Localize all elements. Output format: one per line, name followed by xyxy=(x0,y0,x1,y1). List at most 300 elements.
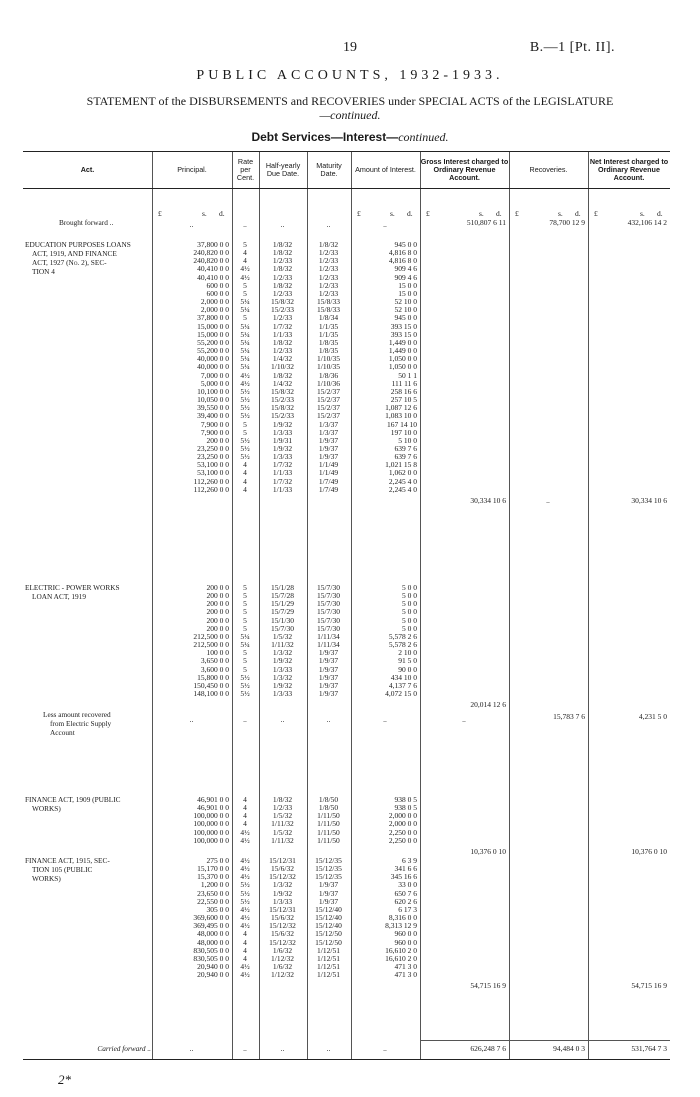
table-row-amount: 345 16 6 xyxy=(390,872,417,882)
table-row-amount: 5 0 0 xyxy=(402,583,417,592)
table-row-half: 1/9/32 xyxy=(272,656,293,666)
table-row-principal: 37,800 0 0 xyxy=(197,313,229,323)
table-row-amount: 909 4 6 xyxy=(394,264,417,274)
table-row-rate: 5¼ xyxy=(240,329,250,339)
table-row-half: 1/3/33 xyxy=(272,427,293,437)
table-row-rate: 4½ xyxy=(240,827,250,837)
carried-forward-half: .. xyxy=(280,1044,285,1053)
act-name: ELECTRIC - POWER WORKS xyxy=(25,583,120,592)
table-row-half: 1/8/32 xyxy=(272,370,293,380)
table-row-half: 1/8/32 xyxy=(272,337,293,347)
table-row-maturity: 15/7/30 xyxy=(317,591,340,601)
currency-shillings: s. xyxy=(390,209,395,218)
table-row-rate: 5 xyxy=(243,607,247,617)
table-row-amount: 5,578 2 6 xyxy=(388,640,417,650)
table-row-principal: 15,000 0 0 xyxy=(197,321,229,331)
table-row-amount: 909 4 6 xyxy=(394,272,417,282)
table-row-rate: 5¼ xyxy=(240,354,250,364)
section-net-total: 10,376 0 10 xyxy=(631,846,667,856)
table-row-half: 1/9/32 xyxy=(272,888,293,898)
table-row-maturity: 1/1/35 xyxy=(318,321,339,331)
table-row-maturity: 1/2/33 xyxy=(318,248,339,258)
table-row-half: 15/2/33 xyxy=(271,305,294,315)
less-recovered-gross: .. xyxy=(462,715,466,725)
carried-forward-recoveries: 94,484 0 3 xyxy=(553,1044,585,1053)
table-row-principal: 5,000 0 0 xyxy=(200,378,229,388)
table-row-principal: 15,800 0 0 xyxy=(197,672,229,682)
less-recovered-principal: .. xyxy=(189,715,194,725)
table-row-rate: 4 xyxy=(243,937,247,947)
table-row-half: 1/8/32 xyxy=(272,248,293,258)
table-row-maturity: 1/1/49 xyxy=(318,460,339,470)
disbursements-table xyxy=(23,151,670,1060)
table-row-principal: 100 0 0 xyxy=(206,648,229,658)
table-row-rate: 4½ xyxy=(240,272,250,282)
currency-pound: £ xyxy=(357,209,361,218)
table-row-rate: 5 xyxy=(243,615,247,625)
table-row-amount: 52 10 0 xyxy=(394,297,417,307)
table-row-rate: 5½ xyxy=(240,689,250,699)
table-row-amount: 1,050 0 0 xyxy=(388,354,417,364)
carried-forward-rate: .. xyxy=(243,1044,247,1053)
table-row-half: 1/3/32 xyxy=(272,648,293,658)
table-row-rate: 4½ xyxy=(240,835,250,845)
table-row-principal: 148,100 0 0 xyxy=(193,689,229,699)
table-row-half: 1/9/31 xyxy=(272,435,293,445)
table-row-maturity: 1/9/37 xyxy=(318,880,339,890)
table-row-principal: 55,200 0 0 xyxy=(197,346,229,356)
table-row-maturity: 15/12/40 xyxy=(315,904,342,914)
table-row-amount: 167 14 10 xyxy=(387,419,417,429)
table-row-maturity: 15/2/37 xyxy=(317,411,340,421)
table-row-maturity: 1/9/37 xyxy=(318,435,339,445)
section-gross-total: 30,334 10 6 xyxy=(470,495,506,505)
table-row-half: 1/7/32 xyxy=(272,460,293,470)
less-recovered-half: .. xyxy=(280,715,285,725)
table-row-principal: 200 0 0 xyxy=(206,583,229,592)
table-row-rate: 5 xyxy=(243,599,247,609)
table-row-principal: 2,000 0 0 xyxy=(200,305,229,315)
table-row-maturity: 15/12/35 xyxy=(315,872,342,882)
table-row-principal: 39,400 0 0 xyxy=(197,411,229,421)
column-divider xyxy=(420,152,421,1059)
table-row-rate: 5½ xyxy=(240,888,250,898)
table-row-maturity: 15/12/40 xyxy=(315,921,342,931)
section-gross-total: 10,376 0 10 xyxy=(470,846,506,856)
carried-forward-maturity: .. xyxy=(326,1044,331,1053)
table-row-maturity: 15/2/37 xyxy=(317,395,340,405)
table-row-principal: 23,650 0 0 xyxy=(197,888,229,898)
table-row-principal: 7,900 0 0 xyxy=(200,419,229,429)
table-row-rate: 4 xyxy=(243,811,247,821)
table-row-maturity: 1/1/49 xyxy=(318,468,339,478)
table-row-amount: 90 0 0 xyxy=(398,664,417,674)
table-row-half: 1/3/32 xyxy=(272,880,293,890)
table-row-amount: 33 0 0 xyxy=(398,880,417,890)
table-row-rate: 5½ xyxy=(240,672,250,682)
table-row-half: 1/1/33 xyxy=(272,329,293,339)
table-row-half: 1/11/32 xyxy=(271,819,294,829)
page-footer: 2* xyxy=(58,1072,71,1087)
table-row-rate: 4½ xyxy=(240,856,250,865)
table-row-rate: 5½ xyxy=(240,896,250,906)
table-row-amount: 1,050 0 0 xyxy=(388,362,417,372)
col-header-maturity: Maturity Date. xyxy=(316,161,342,178)
table-row-half: 1/11/32 xyxy=(271,640,294,650)
col-header-net: Net Interest charged to Ordinary Revenue Account. xyxy=(589,157,669,182)
table-row-maturity: 1/1/35 xyxy=(318,329,339,339)
table-row-rate: 5¼ xyxy=(240,337,250,347)
table-row-half: 1/2/33 xyxy=(272,313,293,323)
table-row-amount: 15 0 0 xyxy=(398,280,417,290)
table-row-half: 15/1/29 xyxy=(271,599,294,609)
table-row-maturity: 1/9/37 xyxy=(318,896,339,906)
table-row-maturity: 1/8/32 xyxy=(318,240,339,249)
less-recovered-rate: .. xyxy=(243,715,247,725)
table-row-principal: 15,370 0 0 xyxy=(197,872,229,882)
less-recovered-maturity: .. xyxy=(326,715,331,725)
act-name: WORKS) xyxy=(32,874,61,883)
table-row-principal: 48,000 0 0 xyxy=(197,929,229,939)
table-row-amount: 6 3 9 xyxy=(402,856,417,865)
column-divider xyxy=(232,152,233,1059)
table-row-maturity: 15/12/35 xyxy=(315,856,342,865)
table-row-maturity: 1/8/35 xyxy=(318,346,339,356)
table-row-maturity: 15/8/33 xyxy=(317,305,340,315)
table-row-principal: 2,000 0 0 xyxy=(200,297,229,307)
table-row-principal: 40,000 0 0 xyxy=(197,362,229,372)
carried-forward-rule xyxy=(420,1040,670,1041)
table-row-principal: 53,100 0 0 xyxy=(197,460,229,470)
table-row-rate: 4 xyxy=(243,795,247,804)
act-name: LOAN ACT, 1919 xyxy=(32,592,86,601)
table-row-principal: 112,260 0 0 xyxy=(193,484,229,494)
table-row-amount: 4,072 15 0 xyxy=(385,689,417,699)
section-heading xyxy=(0,130,700,145)
table-row-rate: 4½ xyxy=(240,921,250,931)
col-header-act: Act. xyxy=(80,165,95,174)
table-row-amount: 2 10 0 xyxy=(398,648,417,658)
section-continued: continued. xyxy=(398,130,449,144)
less-recovered-net: 4,231 5 0 xyxy=(638,712,667,722)
column-divider xyxy=(259,152,260,1059)
table-row-amount: 5 0 0 xyxy=(402,591,417,601)
table-row-half: 15/8/32 xyxy=(271,403,294,413)
table-row-half: 15/8/32 xyxy=(271,386,294,396)
carried-forward-label: Carried forward .. xyxy=(97,1044,151,1053)
table-row-amount: 5,578 2 6 xyxy=(388,631,417,641)
column-divider xyxy=(509,152,510,1059)
table-row-half: 1/8/32 xyxy=(272,240,293,249)
table-row-maturity: 1/12/51 xyxy=(317,953,340,963)
col-header-rate: Rate per Cent. xyxy=(236,157,255,182)
table-row-rate: 5¼ xyxy=(240,640,250,650)
table-row-principal: 369,495 0 0 xyxy=(193,921,229,931)
table-row-maturity: 1/11/34 xyxy=(317,640,340,650)
table-row-half: 15/8/32 xyxy=(271,297,294,307)
brought-forward-half: .. xyxy=(280,220,285,229)
table-row-maturity: 1/2/33 xyxy=(318,256,339,266)
table-row-rate: 4 xyxy=(243,460,247,470)
table-row-amount: 620 2 6 xyxy=(394,896,417,906)
table-row-principal: 20,940 0 0 xyxy=(197,962,229,972)
table-row-maturity: 15/8/33 xyxy=(317,297,340,307)
table-row-half: 1/1/33 xyxy=(272,484,293,494)
table-row-amount: 471 3 0 xyxy=(394,962,417,972)
table-row-maturity: 1/11/50 xyxy=(317,835,340,845)
table-row-rate: 4½ xyxy=(240,378,250,388)
table-row-maturity: 1/12/51 xyxy=(317,945,340,955)
table-row-principal: 112,260 0 0 xyxy=(193,476,229,486)
table-row-amount: 1,083 10 0 xyxy=(385,411,417,421)
table-row-principal: 23,250 0 0 xyxy=(197,452,229,462)
table-row-maturity: 1/10/35 xyxy=(317,362,340,372)
table-row-maturity: 15/2/37 xyxy=(317,403,340,413)
less-recovered-recoveries: 15,783 7 6 xyxy=(553,712,585,722)
table-row-rate: 5 xyxy=(243,648,247,658)
table-row-amount: 52 10 0 xyxy=(394,305,417,315)
table-row-maturity: 1/12/51 xyxy=(317,962,340,972)
table-row-maturity: 15/12/40 xyxy=(315,913,342,923)
table-row-rate: 4 xyxy=(243,476,247,486)
table-row-half: 1/6/32 xyxy=(272,945,293,955)
table-row-principal: 600 0 0 xyxy=(206,288,229,298)
table-row-half: 1/4/32 xyxy=(272,378,293,388)
table-row-maturity: 1/9/37 xyxy=(318,444,339,453)
table-row-amount: 2,245 4 0 xyxy=(388,484,417,494)
table-row-half: 1/12/32 xyxy=(271,970,294,980)
table-row-amount: 1,449 0 0 xyxy=(388,346,417,356)
table-row-half: 15/12/32 xyxy=(269,921,296,931)
table-row-half: 15/7/28 xyxy=(271,591,294,601)
table-row-amount: 2,000 0 0 xyxy=(388,811,417,821)
table-row-rate: 5 xyxy=(243,427,247,437)
brought-forward-net: 432,106 14 2 xyxy=(627,218,667,227)
table-row-rate: 5¼ xyxy=(240,346,250,356)
table-row-rate: 5 xyxy=(243,288,247,298)
table-row-rate: 4½ xyxy=(240,962,250,972)
table-row-rate: 5 xyxy=(243,583,247,592)
table-row-amount: 393 15 0 xyxy=(390,329,417,339)
table-row-half: 1/8/32 xyxy=(272,264,293,274)
table-row-maturity: 1/2/33 xyxy=(318,288,339,298)
table-row-rate: 5 xyxy=(243,419,247,429)
table-row-half: 1/3/33 xyxy=(272,452,293,462)
table-row-principal: 240,820 0 0 xyxy=(193,248,229,258)
table-row-maturity: 15/7/30 xyxy=(317,607,340,617)
table-row-principal: 7,000 0 0 xyxy=(200,370,229,380)
table-row-amount: 960 0 0 xyxy=(394,937,417,947)
column-divider xyxy=(307,152,308,1059)
table-row-half: 1/2/33 xyxy=(272,256,293,266)
table-row-rate: 5½ xyxy=(240,452,250,462)
table-row-principal: 53,100 0 0 xyxy=(197,468,229,478)
table-row-maturity: 15/2/37 xyxy=(317,386,340,396)
table-row-half: 15/12/32 xyxy=(269,937,296,947)
table-row-amount: 16,610 2 0 xyxy=(385,953,417,963)
table-row-principal: 200 0 0 xyxy=(206,607,229,617)
table-row-half: 1/10/32 xyxy=(271,362,294,372)
section-title: Debt Services—Interest— xyxy=(251,130,399,144)
table-row-amount: 471 3 0 xyxy=(394,970,417,980)
brought-forward-gross: 510,807 6 11 xyxy=(466,218,506,227)
table-row-amount: 945 0 0 xyxy=(394,240,417,249)
table-row-principal: 3,600 0 0 xyxy=(200,664,229,674)
currency-shillings: s. xyxy=(558,209,563,218)
currency-pound: £ xyxy=(158,209,162,218)
brought-forward-rate: .. xyxy=(243,220,247,229)
table-row-amount: 1,449 0 0 xyxy=(388,337,417,347)
table-row-maturity: 1/9/37 xyxy=(318,656,339,666)
table-row-principal: 48,000 0 0 xyxy=(197,937,229,947)
table-row-half: 1/3/33 xyxy=(272,664,293,674)
col-header-recoveries: Recoveries. xyxy=(529,165,568,174)
table-row-principal: 7,900 0 0 xyxy=(200,427,229,437)
table-row-amount: 2,250 0 0 xyxy=(388,827,417,837)
section-net-total: 30,334 10 6 xyxy=(631,495,667,505)
table-row-rate: 5¼ xyxy=(240,305,250,315)
table-row-amount: 1,087 12 6 xyxy=(385,403,417,413)
table-row-rate: 5¼ xyxy=(240,362,250,372)
act-name: TION 105 (PUBLIC xyxy=(32,865,93,874)
table-row-amount: 960 0 0 xyxy=(394,929,417,939)
table-row-amount: 5 0 0 xyxy=(402,607,417,617)
currency-pence: d. xyxy=(219,209,225,218)
table-row-maturity: 1/8/50 xyxy=(318,795,339,804)
table-row-half: 1/7/32 xyxy=(272,321,293,331)
table-row-half: 1/5/32 xyxy=(272,827,293,837)
table-row-rate: 4½ xyxy=(240,970,250,980)
table-row-maturity: 1/7/49 xyxy=(318,484,339,494)
table-row-maturity: 15/7/30 xyxy=(317,623,340,633)
table-row-maturity: 1/9/37 xyxy=(318,680,339,690)
table-row-half: 1/12/32 xyxy=(271,953,294,963)
table-row-amount: 639 7 6 xyxy=(394,444,417,453)
table-row-rate: 4½ xyxy=(240,904,250,914)
table-row-half: 15/12/31 xyxy=(269,856,296,865)
statement-continued: —continued. xyxy=(319,108,381,122)
table-row-rate: 5 xyxy=(243,656,247,666)
table-row-amount: 938 0 5 xyxy=(394,795,417,804)
table-row-principal: 20,940 0 0 xyxy=(197,970,229,980)
table-row-amount: 5 0 0 xyxy=(402,599,417,609)
table-row-principal: 100,000 0 0 xyxy=(193,819,229,829)
currency-pence: d. xyxy=(407,209,413,218)
table-row-amount: 1,021 15 8 xyxy=(385,460,417,470)
table-row-half: 1/9/32 xyxy=(272,444,293,453)
table-row-rate: 5 xyxy=(243,591,247,601)
table-row-maturity: 1/9/37 xyxy=(318,672,339,682)
statement-heading xyxy=(25,94,675,122)
table-row-rate: 4 xyxy=(243,953,247,963)
table-row-half: 1/9/32 xyxy=(272,680,293,690)
table-row-half: 1/7/32 xyxy=(272,476,293,486)
table-row-principal: 100,000 0 0 xyxy=(193,835,229,845)
table-row-amount: 15 0 0 xyxy=(398,288,417,298)
table-row-maturity: 1/10/36 xyxy=(317,378,340,388)
table-row-amount: 639 7 6 xyxy=(394,452,417,462)
table-row-rate: 5½ xyxy=(240,680,250,690)
table-row-rate: 5½ xyxy=(240,444,250,453)
act-name: ACT, 1927 (No. 2), SEC- xyxy=(32,258,107,267)
table-row-rate: 4½ xyxy=(240,264,250,274)
header-rule xyxy=(23,188,670,189)
table-row-half: 1/1/33 xyxy=(272,468,293,478)
table-row-half: 15/7/30 xyxy=(271,623,294,633)
table-row-amount: 50 1 1 xyxy=(398,370,417,380)
table-row-rate: 5 xyxy=(243,623,247,633)
table-row-principal: 39,550 0 0 xyxy=(197,403,229,413)
table-row-half: 1/2/33 xyxy=(272,803,293,813)
table-row-principal: 3,650 0 0 xyxy=(200,656,229,666)
table-row-rate: 4½ xyxy=(240,872,250,882)
table-row-maturity: 1/9/37 xyxy=(318,664,339,674)
table-row-principal: 200 0 0 xyxy=(206,591,229,601)
currency-pound: £ xyxy=(515,209,519,218)
table-row-maturity: 1/10/35 xyxy=(317,354,340,364)
table-row-half: 1/3/33 xyxy=(272,689,293,699)
table-row-principal: 212,500 0 0 xyxy=(193,631,229,641)
table-row-amount: 6 17 3 xyxy=(398,904,417,914)
table-row-principal: 15,170 0 0 xyxy=(197,864,229,874)
table-row-half: 15/12/32 xyxy=(269,872,296,882)
currency-pence: d. xyxy=(575,209,581,218)
table-row-amount: 434 10 0 xyxy=(390,672,417,682)
table-row-rate: 5½ xyxy=(240,880,250,890)
act-name: FINANCE ACT, 1909 (PUBLIC xyxy=(25,795,121,804)
table-row-maturity: 1/9/37 xyxy=(318,648,339,658)
carried-forward-principal: .. xyxy=(189,1044,194,1053)
table-row-amount: 5 10 0 xyxy=(398,435,417,445)
carried-forward-amount: .. xyxy=(383,1044,387,1053)
table-row-amount: 8,313 12 9 xyxy=(385,921,417,931)
table-row-rate: 5½ xyxy=(240,403,250,413)
section-gross-total: 20,014 12 6 xyxy=(470,700,506,710)
table-row-rate: 4½ xyxy=(240,864,250,874)
table-row-half: 15/1/30 xyxy=(271,615,294,625)
table-row-half: 15/7/29 xyxy=(271,607,294,617)
table-row-maturity: 15/12/50 xyxy=(315,937,342,947)
table-row-amount: 197 10 0 xyxy=(390,427,417,437)
page-title: PUBLIC ACCOUNTS, 1932-1933. xyxy=(196,68,504,83)
table-row-amount: 111 11 6 xyxy=(391,378,417,388)
table-row-principal: 10,100 0 0 xyxy=(197,386,229,396)
table-row-amount: 16,610 2 0 xyxy=(385,945,417,955)
table-row-amount: 4,137 7 6 xyxy=(388,680,417,690)
table-row-maturity: 15/12/50 xyxy=(315,929,342,939)
brought-forward-principal: .. xyxy=(189,220,194,229)
table-row-amount: 5 0 0 xyxy=(402,623,417,633)
table-row-principal: 40,410 0 0 xyxy=(197,272,229,282)
table-row-rate: 5 xyxy=(243,664,247,674)
table-row-half: 15/6/32 xyxy=(271,913,294,923)
table-row-maturity: 1/9/37 xyxy=(318,452,339,462)
table-row-half: 1/8/32 xyxy=(272,280,293,290)
table-row-maturity: 1/2/33 xyxy=(318,272,339,282)
section-gross-total: 54,715 16 9 xyxy=(470,981,506,991)
table-row-amount: 258 16 6 xyxy=(390,386,417,396)
section-net-total: 54,715 16 9 xyxy=(631,981,667,991)
table-row-rate: 5½ xyxy=(240,411,250,421)
table-row-principal: 37,800 0 0 xyxy=(197,240,229,249)
table-row-half: 1/9/32 xyxy=(272,419,293,429)
brought-forward-amount: .. xyxy=(383,220,387,229)
table-row-principal: 1,200 0 0 xyxy=(200,880,229,890)
table-row-amount: 393 15 0 xyxy=(390,321,417,331)
table-row-amount: 91 5 0 xyxy=(398,656,417,666)
table-row-half: 15/6/32 xyxy=(271,864,294,874)
table-row-rate: 4 xyxy=(243,945,247,955)
